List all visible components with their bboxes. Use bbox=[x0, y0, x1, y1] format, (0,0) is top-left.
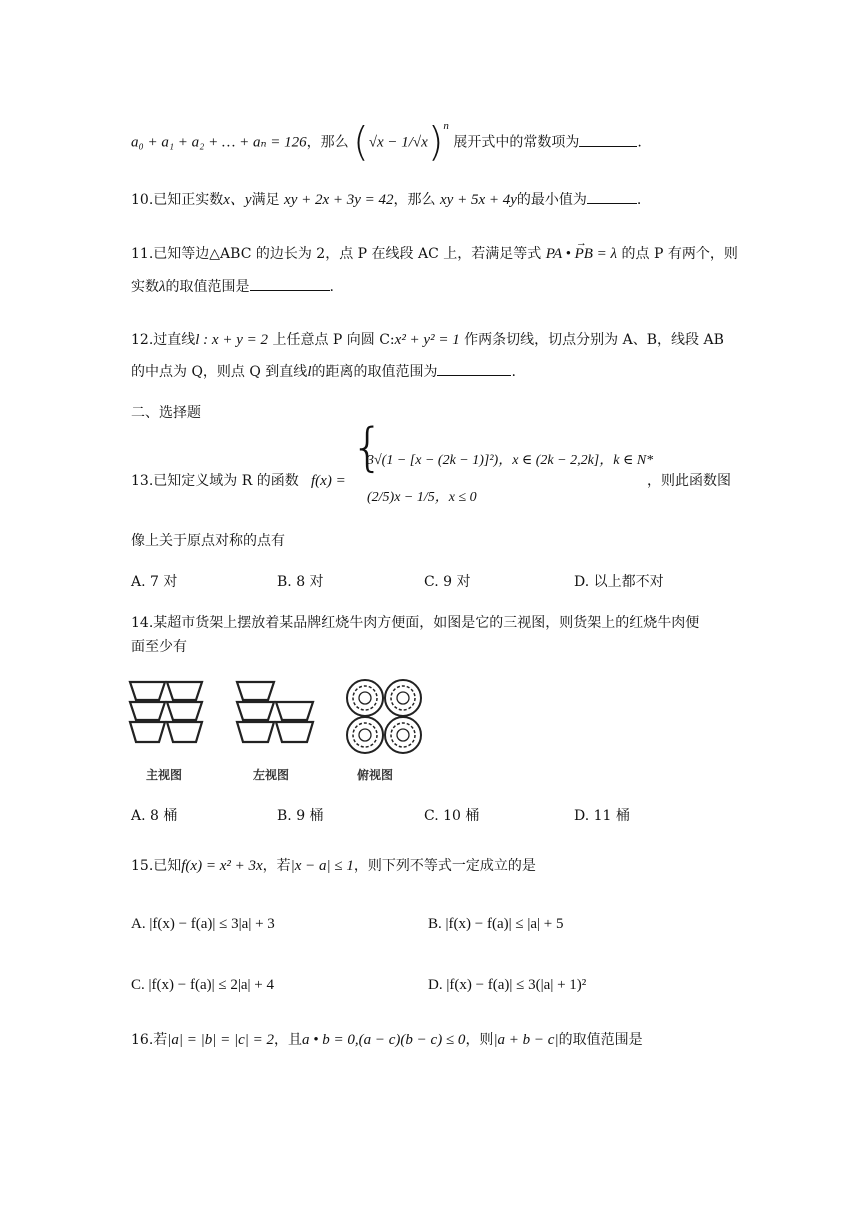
q13-tail: ，则此函数图 bbox=[647, 473, 731, 489]
q13-brace: { bbox=[351, 418, 385, 478]
front-view-cup bbox=[167, 702, 202, 720]
q11-lambda: λ bbox=[159, 279, 166, 295]
left-view-cup bbox=[237, 722, 274, 742]
q16-tail: 的取值范围是 bbox=[558, 1032, 643, 1048]
front-view-cup bbox=[130, 682, 165, 700]
q12-circle-equation: x² + y² = 1 bbox=[394, 332, 460, 348]
top-view-bowl bbox=[347, 717, 383, 753]
q15-mid: ，若 bbox=[262, 858, 291, 874]
top-view-bowl bbox=[385, 680, 421, 716]
q11-text-b: 的点 P 有两个，则 bbox=[621, 246, 738, 262]
q15-option-b[interactable]: B. |f(x) − f(a)| ≤ |a| + 5 bbox=[428, 916, 564, 932]
left-view bbox=[237, 682, 313, 742]
q15-option-c[interactable]: C. |f(x) − f(a)| ≤ 2|a| + 4 bbox=[131, 977, 274, 993]
q9-after-text: 展开式中的常数项为 bbox=[453, 134, 580, 151]
q9-end: . bbox=[637, 134, 642, 151]
q10-text2: 满足 bbox=[251, 192, 280, 208]
q11-text-d: 的取值范围是 bbox=[165, 279, 250, 295]
q12-line1 bbox=[131, 330, 724, 350]
q15-lead: 15.已知 bbox=[131, 858, 182, 874]
q9-left-paren: ( bbox=[353, 119, 369, 166]
q13-line2-text: 像上关于原点对称的点有 bbox=[131, 533, 285, 549]
q11-text-a: 11.已知等边△ABC 的边长为 2，点 P 在线段 AC 上，若满足等式 bbox=[131, 246, 542, 262]
q12-text-b: 上任意点 P 向圆 C: bbox=[272, 332, 395, 348]
q11-vector-expr: → PA • PB = λ bbox=[546, 244, 617, 264]
q12-end: . bbox=[511, 364, 516, 380]
left-view-cup bbox=[237, 702, 274, 720]
q15-option-d[interactable]: D. |f(x) − f(a)| ≤ 3(|a| + 1)² bbox=[428, 977, 587, 993]
q10-vars: x、y bbox=[223, 192, 252, 208]
front-view bbox=[130, 682, 202, 742]
q16-expression: |a + b − c| bbox=[493, 1032, 559, 1048]
q9-sum-formula: a₀ + a₁ + a₂ + … + aₙ = 126 bbox=[131, 134, 307, 151]
front-view-cup bbox=[167, 682, 202, 700]
front-view-cup bbox=[130, 722, 165, 742]
q9-right-paren: ) bbox=[427, 119, 444, 166]
q13-option-a[interactable]: A. 7 对 bbox=[131, 574, 178, 590]
q13-line2 bbox=[131, 531, 285, 551]
q11-end: . bbox=[329, 279, 334, 295]
q15-tail: ，则下列不等式一定成立的是 bbox=[353, 858, 536, 874]
q11-line1 bbox=[131, 244, 738, 264]
q14-line2 bbox=[131, 637, 187, 657]
q12-text-a: 12.过直线 bbox=[131, 332, 196, 348]
q12-line2 bbox=[131, 362, 516, 382]
q15-condition: |x − a| ≤ 1 bbox=[290, 858, 354, 874]
q13-case2: (2/5)x − 1/5，x ≤ 0 bbox=[367, 490, 477, 505]
q16-mid2: ，则 bbox=[465, 1032, 494, 1048]
q11-text-c: 实数 bbox=[131, 279, 159, 295]
q13-option-c[interactable]: C. 9 对 bbox=[424, 574, 471, 590]
q9-tail-line bbox=[131, 119, 642, 166]
q13-option-b[interactable]: B. 8 对 bbox=[277, 574, 324, 590]
left-view-cup bbox=[276, 702, 313, 720]
q10-expression: xy + 5x + 4y bbox=[440, 192, 517, 208]
q10-text1: 已知正实数 bbox=[153, 192, 224, 208]
q10-end: . bbox=[636, 192, 642, 208]
q14-option-d[interactable]: D. 11 桶 bbox=[574, 808, 630, 824]
q10-text4: 的最小值为 bbox=[516, 192, 587, 208]
q10-text3: ，那么 bbox=[393, 192, 436, 208]
q12-answer-blank bbox=[437, 363, 511, 376]
q15-option-a[interactable]: A. |f(x) − f(a)| ≤ 3|a| + 3 bbox=[131, 916, 275, 932]
q15-function-def: f(x) = x² + 3x bbox=[181, 858, 263, 874]
q11-answer-blank bbox=[250, 278, 330, 291]
q14-line2-text: 面至少有 bbox=[131, 639, 187, 655]
q12-text-e: 的距离的取值范围为 bbox=[311, 364, 438, 380]
q10-answer-blank bbox=[587, 191, 637, 204]
q14-option-c[interactable]: C. 10 桶 bbox=[424, 808, 480, 824]
q14-option-a[interactable]: A. 8 桶 bbox=[131, 808, 178, 824]
q14-line1-text: 14.某超市货架上摆放着某品牌红烧牛肉方便面，如图是它的三视图，则货架上的红烧牛肉便 bbox=[131, 615, 700, 631]
q13-case1: 3√(1 − [x − (2k − 1)]²)，x ∈ (2k − 2,2k]，k ∈ N* bbox=[367, 453, 654, 468]
q14-line1 bbox=[131, 613, 699, 633]
q11-line2 bbox=[131, 277, 334, 297]
q9-radical-expr: √x − 1/√x bbox=[368, 134, 428, 151]
q13-fx: f(x) = bbox=[311, 473, 346, 489]
q16-line bbox=[131, 1030, 643, 1050]
top-view bbox=[347, 680, 421, 753]
q9-exponent: n bbox=[443, 120, 449, 132]
q10-number: 10. bbox=[131, 192, 154, 208]
q12-line-equation: l : x + y = 2 bbox=[195, 332, 268, 348]
left-view-cup bbox=[237, 682, 274, 700]
q10-line bbox=[131, 190, 641, 210]
top-view-bowl bbox=[385, 717, 421, 753]
q9-sep: ，那么 bbox=[306, 134, 349, 151]
q12-text-d: 的中点为 Q，则点 Q 到直线 bbox=[131, 364, 308, 380]
q12-l: l bbox=[307, 364, 312, 380]
q12-text-c: 作两条切线，切点分别为 A、B，线段 AB bbox=[464, 332, 724, 348]
q15-line bbox=[131, 856, 536, 876]
caption-front-view: 主视图 bbox=[146, 768, 183, 782]
left-view-cup bbox=[276, 722, 313, 742]
section-heading: 二、选择题 bbox=[131, 405, 201, 421]
q14-option-b[interactable]: B. 9 桶 bbox=[277, 808, 324, 824]
top-view-bowl bbox=[347, 680, 383, 716]
q16-condition: |a| = |b| = |c| = 2 bbox=[167, 1032, 275, 1048]
front-view-cup bbox=[130, 702, 165, 720]
q13-option-d[interactable]: D. 以上都不对 bbox=[574, 574, 664, 590]
q13-lead: 13.已知定义域为 R 的函数 bbox=[131, 473, 299, 489]
q9-answer-blank bbox=[579, 134, 637, 147]
q16-lead: 16.若 bbox=[131, 1032, 168, 1048]
front-view-cup bbox=[167, 722, 202, 742]
q10-equation: xy + 2x + 3y = 42 bbox=[284, 192, 394, 208]
caption-left-view: 左视图 bbox=[253, 768, 290, 782]
q16-mid: ，且 bbox=[274, 1032, 303, 1048]
q16-condition2: a • b = 0,(a − c)(b − c) ≤ 0 bbox=[302, 1032, 466, 1048]
caption-top-view: 俯视图 bbox=[357, 768, 394, 782]
